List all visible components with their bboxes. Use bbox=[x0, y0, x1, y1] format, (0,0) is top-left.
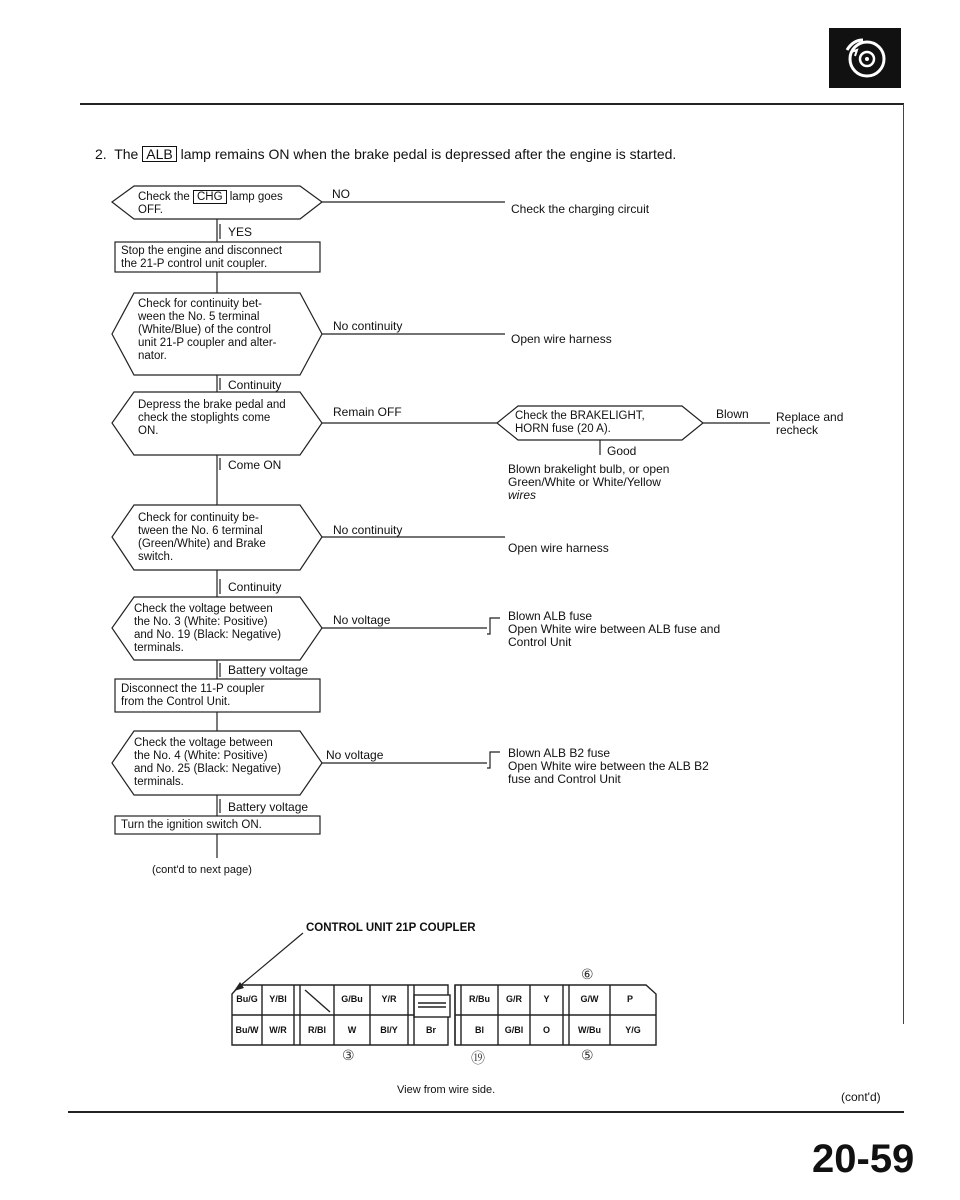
pin-y-r: Y/R bbox=[381, 994, 397, 1004]
depress-line2: check the stoplights come bbox=[138, 412, 271, 424]
blown-bulb-line2: Green/White or White/Yellow bbox=[508, 475, 661, 489]
label-good: Good bbox=[607, 444, 637, 458]
stop-line1: Stop the engine and disconnect bbox=[121, 245, 283, 257]
pin-y: Y bbox=[543, 994, 550, 1004]
pin-w: W bbox=[347, 1025, 357, 1035]
volt3-line3: and No. 19 (Black: Negative) bbox=[134, 629, 282, 641]
stop-line2: the 21-P control unit coupler. bbox=[121, 258, 268, 270]
label-come-on: Come ON bbox=[228, 458, 282, 472]
result-charging-circuit: Check the charging circuit bbox=[511, 202, 650, 216]
title-before-lamp: The bbox=[114, 146, 139, 162]
result-open-harness-2: Open wire harness bbox=[508, 541, 609, 555]
volt4-line4: terminals. bbox=[134, 776, 184, 788]
chg-text-after: lamp goes bbox=[229, 191, 283, 203]
disc11-line1: Disconnect the 11-P coupler bbox=[121, 683, 265, 695]
label-continuity-1: Continuity bbox=[228, 378, 282, 392]
pin-marker-6: ⑥ bbox=[581, 967, 594, 983]
pin-g-r: G/R bbox=[505, 994, 522, 1004]
pin-g-bu: G/Bu bbox=[341, 994, 363, 1004]
pin-bl: Bl bbox=[475, 1025, 484, 1035]
blown-bulb-line1: Blown brakelight bulb, or open bbox=[508, 462, 670, 476]
volt4-line2: the No. 4 (White: Positive) bbox=[134, 750, 268, 762]
label-battery-voltage-1: Battery voltage bbox=[228, 663, 309, 677]
blown-bulb-line3: wires bbox=[508, 488, 537, 502]
pin-o: O bbox=[542, 1025, 550, 1035]
label-no-continuity-2: No continuity bbox=[333, 523, 403, 537]
chg-text-line2: OFF. bbox=[138, 204, 163, 216]
volt3-line1: Check the voltage between bbox=[134, 603, 273, 615]
footer-rule bbox=[68, 1111, 904, 1113]
pin-br: Br bbox=[425, 1025, 436, 1035]
depress-line3: ON. bbox=[138, 425, 159, 437]
pin-y-bl: Y/Bl bbox=[269, 994, 287, 1004]
disc11-line2: from the Control Unit. bbox=[121, 696, 231, 708]
replace-line2: recheck bbox=[776, 423, 819, 437]
continued-next-page: (cont'd to next page) bbox=[152, 864, 252, 876]
label-no-continuity-1: No continuity bbox=[333, 319, 403, 333]
pin-g-w: G/W bbox=[580, 994, 599, 1004]
fuse-line1: Check the BRAKELIGHT, bbox=[515, 410, 645, 422]
cont6-line2: tween the No. 6 terminal bbox=[138, 525, 263, 537]
pin-bu-w: Bu/W bbox=[235, 1025, 259, 1035]
continued-label: (cont'd) bbox=[841, 1090, 881, 1104]
cont5-line2: ween the No. 5 terminal bbox=[138, 311, 260, 323]
volt3-line2: the No. 3 (White: Positive) bbox=[134, 616, 268, 628]
pin-marker-3: ③ bbox=[342, 1048, 355, 1064]
view-note: View from wire side. bbox=[397, 1084, 496, 1096]
pin-bl-y: Bl/Y bbox=[380, 1025, 398, 1035]
cont6-line3: (Green/White) and Brake bbox=[138, 538, 266, 550]
cont5-line4: unit 21-P coupler and alter- bbox=[138, 337, 277, 349]
cont6-line4: switch. bbox=[138, 551, 174, 563]
pin-p: P bbox=[626, 994, 633, 1004]
chg-lamp-label: CHG bbox=[193, 190, 227, 204]
label-remain-off: Remain OFF bbox=[333, 405, 402, 419]
title-after-lamp: lamp remains ON when the brake pedal is depressed after the engine is started. bbox=[180, 146, 677, 162]
pin-marker-5: ⑤ bbox=[581, 1048, 594, 1064]
pin-r-bl: R/Bl bbox=[308, 1025, 326, 1035]
volt4-line1: Check the voltage between bbox=[134, 737, 273, 749]
alb-b2-line1: Blown ALB B2 fuse bbox=[508, 746, 611, 760]
page-number: 20-59 bbox=[812, 1137, 915, 1181]
cont5-line3: (White/Blue) of the control bbox=[138, 324, 271, 336]
result-open-harness-1: Open wire harness bbox=[511, 332, 612, 346]
label-blown: Blown bbox=[716, 407, 749, 421]
title-number: 2. bbox=[95, 146, 107, 162]
alb-b2-line3: fuse and Control Unit bbox=[508, 772, 621, 786]
cont5-line5: nator. bbox=[138, 350, 167, 362]
alb-b2-line2: Open White wire between the ALB B2 bbox=[508, 759, 709, 773]
label-no-voltage-2: No voltage bbox=[326, 748, 384, 762]
volt4-line3: and No. 25 (Black: Negative) bbox=[134, 763, 282, 775]
alb-fuse-line1: Blown ALB fuse bbox=[508, 609, 593, 623]
alb-fuse-line2: Open White wire between ALB fuse and bbox=[508, 622, 721, 636]
fuse-line2: HORN fuse (20 A). bbox=[515, 423, 611, 435]
label-no: NO bbox=[332, 187, 350, 201]
alb-lamp-label: ALB bbox=[142, 146, 176, 162]
pin-w-bu: W/Bu bbox=[578, 1025, 601, 1035]
connector-title: CONTROL UNIT 21P COUPLER bbox=[306, 922, 476, 934]
label-continuity-2: Continuity bbox=[228, 580, 282, 594]
pin-w-r: W/R bbox=[269, 1025, 287, 1035]
chg-text-before: Check the bbox=[138, 191, 190, 203]
pin-marker-19: ⑲ bbox=[471, 1051, 485, 1067]
ignition-text: Turn the ignition switch ON. bbox=[121, 819, 262, 831]
depress-line1: Depress the brake pedal and bbox=[138, 399, 286, 411]
replace-line1: Replace and bbox=[776, 410, 844, 424]
pin-g-bl: G/Bl bbox=[504, 1025, 524, 1035]
label-no-voltage-1: No voltage bbox=[333, 613, 391, 627]
pin-r-bu: R/Bu bbox=[469, 994, 490, 1004]
pin-y-g: Y/G bbox=[625, 1025, 641, 1035]
label-yes: YES bbox=[228, 225, 253, 239]
cont5-line1: Check for continuity bet- bbox=[138, 298, 263, 310]
volt3-line4: terminals. bbox=[134, 642, 184, 654]
pin-bu-g: Bu/G bbox=[236, 994, 258, 1004]
cont6-line1: Check for continuity be- bbox=[138, 512, 259, 524]
label-battery-voltage-2: Battery voltage bbox=[228, 800, 309, 814]
alb-fuse-line3: Control Unit bbox=[508, 635, 572, 649]
